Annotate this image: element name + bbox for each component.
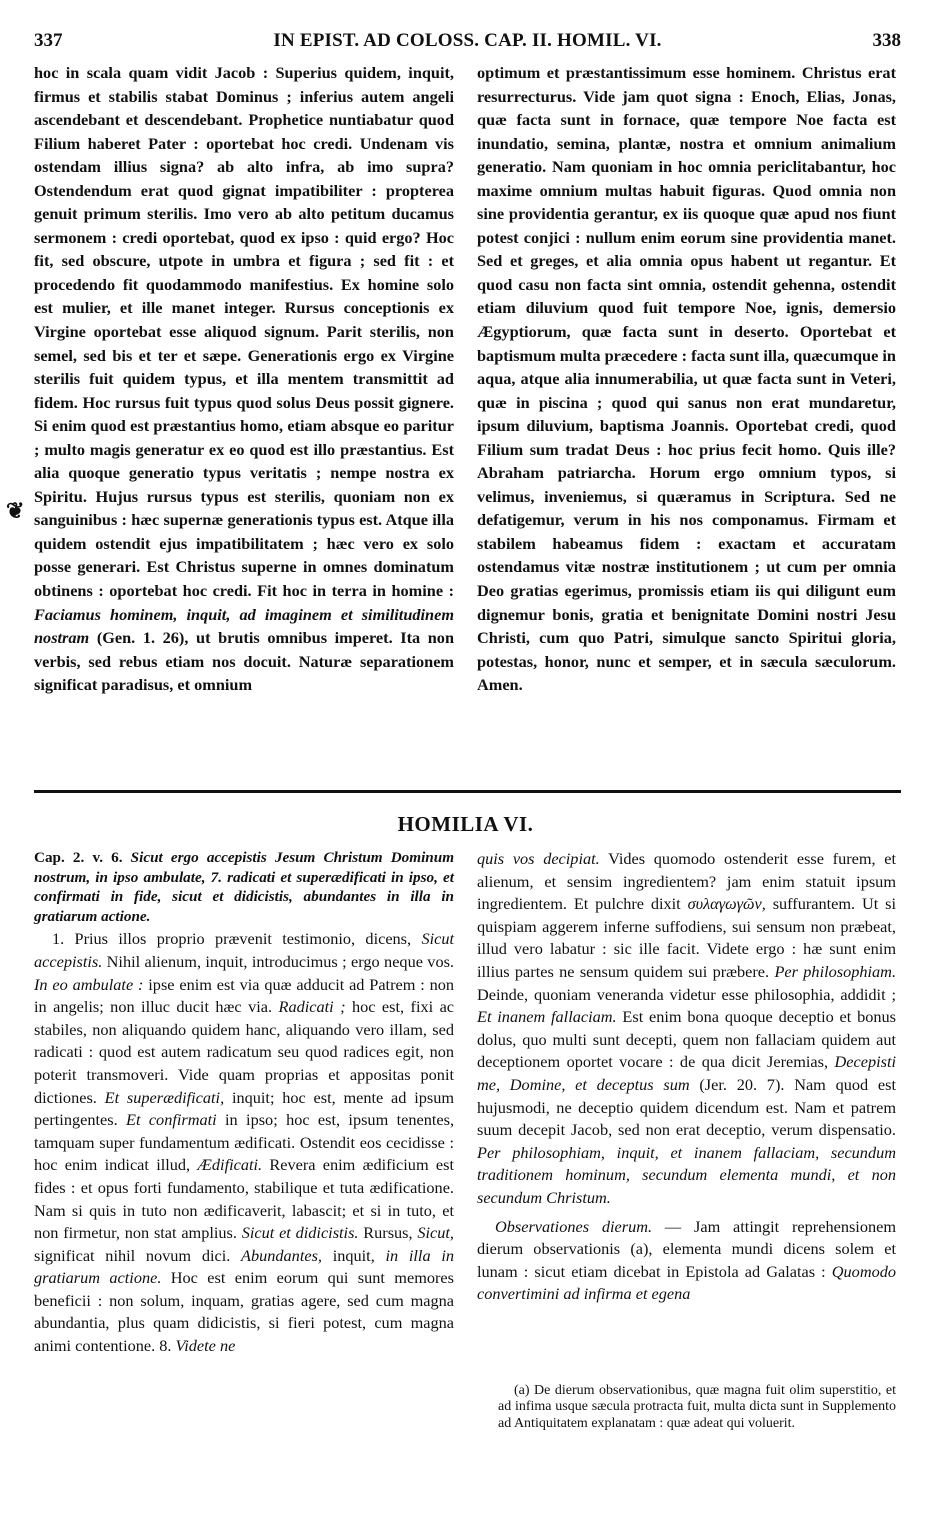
body-text: inquit, [332,1245,375,1265]
body-text: 1. Prius illos proprio prævenit testimonio, dicens, [52,929,412,949]
quote: Radicati ; [278,997,346,1017]
quote: in illa in gratiarum actione. [34,1245,454,1288]
quote: quis vos decipiat. [477,849,600,868]
page-number-right: 338 [872,30,901,51]
running-title: IN EPIST. AD COLOSS. CAP. II. HOMIL. VI. [273,30,662,51]
body-text: significat nihil novum dici. [34,1245,231,1265]
quote: Abundantes, [241,1245,322,1265]
body-text: suffurantem. Ut si quispiam aggerem inferne suffodiens, sui sensum non præbeat, illud vero labatur : sic ille facit. Videte ergo : hæ sunt enim illius partes ne sensum quidem sui præbere. [477,894,896,981]
body-text: Vides quomodo ostenderit esse furem, et alienum, et sensim ingredientem? jam enim statuit ipsum ingredientem. Et pulchre dixit [477,849,897,914]
paragraph [477,1216,896,1306]
homily-title: HOMILIA VI. [397,812,534,836]
margin-mark: ❦ [6,498,25,523]
body-text: inquit; hoc est, mente ad ipsum pertingentes. [34,1087,455,1130]
quote: In eo ambulate : [34,974,144,994]
body-text: Deinde, quoniam veneranda videtur esse philosophia, addidit ; [477,984,896,1004]
body-text: Nam quod est hujusmodi, ne deceptio quidem dicendum est. Nam et patrem suum decepit Jacob, sed non erat deceptio, verum dispensatio. [477,1074,896,1140]
verse-text: Sicut ergo accepistis Jesum Christum Dominum nostrum, in ipso ambulate, 7. radicati et superædificati in ipso, et confirmati in fide, sicut et didicistis, abundantes in illa in gratiarum actione. [34,849,455,925]
quote: Quomodo convertimini ad infirma et egena [477,1261,896,1304]
body-text: Rursus, [363,1223,413,1243]
paragraph [34,61,454,697]
quote: Ædificati. [197,1155,263,1175]
quote: Decepisti me, Domine, et deceptus sum [477,1052,896,1094]
quote: Videte ne [175,1336,236,1356]
quote: Et superædificati, [104,1087,225,1107]
section-lead: Observationes dierum. [495,1216,653,1236]
paragraph [34,928,454,1357]
body-text: Revera enim ædificium est fides : et opus forti fundamento, stabilique et tuta ædificatione. Nam si quis in tuto non ædificaverit, labascit; et si in tuto, et non firmetur, non stat amplius. [34,1155,454,1243]
chapter-reference: Cap. 2. v. 6. [34,849,123,866]
body-text: — Jam attingit reprehensionem dierum observationis (a), elementa mundi dicens solem et lunam : sicut etiam dicebat in Epistola ad Galatas : [477,1216,896,1281]
bottom-right-column [477,848,896,1306]
footnote: (a) De dierum observationibus, quæ magna fuit olim superstitio, et ad infima usque sæcula protracta fuit, multa dicta sunt in Supplemento ad Antiquitatem explanatam : quæ adeat qui voluerit. [498,1383,896,1431]
scripture-reference: (Jer. 20. 7). [699,1074,785,1094]
top-right-column [477,61,896,697]
scripture-reference: (Gen. 1. 26) [96,628,185,648]
greek-word: συλαγωγῶν, [687,894,766,914]
paragraph: optimum et præstantissimum esse hominem. Christus erat resurrecturus. Vide jam quot signa : Enoch, Elias, Jonas, quæ facta sunt in fornace, quæ tempore Noe facta est inundatio, semina, plantæ, nostra et omnium animalium generatio. Nam quoniam in hoc omnia periclitabantur, hoc maxime omnium multas habuit figuras. Quod omnia non sine providentia gerantur, ex iis quoque quæ apud nos fiunt potest conjici : nullum enim eorum sine providentia manet. Sed et greges, et alia omnia opus habent ut regantur. Et quod casu non facta sint omnia, ostendit gehenna, ostendit etiam diluvium quod fuit tempore Noe, ignis, demersio Ægyptiorum, quæ facta sunt in deserto. Oportebat et baptismum multa præcedere : facta sunt illa, quæcumque in aqua, atque alia innumerabilia, ut quæ facta sunt in Veteri, quæ in piscina ; quod qui sanus non erat mundaretur, ipsum diluvium, baptisma Joannis. Oportebat credi, quod Filium sum tradat Deus : hoc prius fecit homo. Quis ille? Abraham patriarcha. Horum ergo omnium typos, si velimus, inveniemus, si quæramus in Scriptura. Sed ne defatigemur, verum in his nos componamus. Firmam et stabilem habeamus fidem : exactam et accuratam ostendamus vitæ nostræ institutionem ; ut cum per omnia Deo gratias egerimus, promissis etiam iis qui diligunt eum dignemur bonis, gratia et benignitate Domini nostri Jesu Christi, cum quo Patri, simulque sancto Spiritui gloria, potestas, honor, nunc et semper, et in sæcula sæculorum. Amen. [477,63,896,695]
paragraph [477,848,896,1210]
body-text: hoc in scala quam vidit Jacob : Superius quidem, inquit, firmus et stabilis stabat Dominus ; inferius autem angeli ascendebant et descendebant. Prophetice nuntiabatur quod Filium haberet Pater : oportebat hoc credi. Undenam vis ostendam illius signa? ab alto infra, ab imo supra? Ostendendum erat quod gignat impatibiliter : propterea genuit primum sterilis. Imo vero ab alto petitum ducamus sermonem : credi oportebat, quod ex ipso : quid ergo? Hoc fit, sed obscure, utpote in umbra et figura ; sed fit : et procedendo fit quodammodo manifestius. Ex homine solo est mulier, et ille manet integer. Rursus conceptionis ex Virgine oportebat esse aliquod signum. Parit sterilis, non semel, sed bis et ter et sæpe. Generationis ergo ex Virgine sterilis fuit quidem typus, et illa mentem transmittit ad fidem. Hoc rursus fuit typus quod solus Deus possit gignere. Si enim quod est præstantius homo, etiam absque eo paritur ; multo magis generatur ex eo quod est illo præstantius. Est alia quoque generatio typus veritatis ; nempe nostra ex Spiritu. Hujus rursus typus est sterilis, quoniam non ex sanguinibus : hæc supernæ generationis typus est. Atque illa quidem ostendit ejus impatibilitatem ; hæc vero ex solo posse generari. Est Christus superne in omnes dominatum obtinens : oportebat hoc credi. Fit hoc in terra in homine : [34,63,454,601]
quote: Per philosophiam, inquit, et inanem fallaciam, secundum traditionem hominum, secundum elementa mundi, et non secundum Christum. [477,1142,896,1207]
quote: Sicut, [417,1223,454,1243]
body-text: Hoc est enim eorum qui sunt memores beneficii : non solum, inquam, gratias agere, sed cum magna abundantia, plus quam didicistis, si fieri potest, cum magna animi contentione. 8. [34,1268,454,1356]
body-text: in ipso; hoc est, ipsum tenentes, tamquam super fundamentum ædificati. Ostendit eos cecidisse : hoc enim indicat illud, [34,1110,455,1175]
quote: Et confirmati [126,1110,217,1130]
section-divider [34,790,901,793]
quote: Et inanem fallaciam. [477,1007,617,1027]
scripture-quote: Faciamus hominem, inquit, ad imaginem et similitudinem nostram [34,604,454,648]
top-left-column [34,61,454,697]
body-text: hoc est, fixi ac stabiles, non aliquando quidem hanc, aliquando vero illam, sed radicati : quod est autem radicatum seu quod radices egit, non poterit transmoveri. Vide quam proprias et appositas ponit dictiones. [34,997,455,1107]
quote: Sicut accepistis. [34,929,454,971]
page-header [34,30,901,56]
page-number-left: 337 [34,30,63,51]
chapter-verse-intro [34,848,454,926]
quote: Per philosophiam. [774,961,897,981]
body-text: ipse enim est via quæ adducit ad Patrem : non in angelis; non illuc ducit hæc via. [34,974,454,1017]
quote: Sicut et didicistis. [241,1223,359,1243]
body-text: Est enim bona quoque deceptio et bonus dolus, quo multi sunt decepti, quem non fallaciam quidem aut deceptionem oportet vocare : de qua dicit Jeremias, [477,1007,896,1072]
bottom-left-column [34,848,454,1358]
body-text: Nihil alienum, inquit, introducimus ; ergo neque vos. [106,951,454,971]
body-text: , ut brutis omnibus imperet. Ita non verbis, sed rebus etiam nos docuit. Naturæ separationem significat paradisus, et omnium [34,628,454,695]
